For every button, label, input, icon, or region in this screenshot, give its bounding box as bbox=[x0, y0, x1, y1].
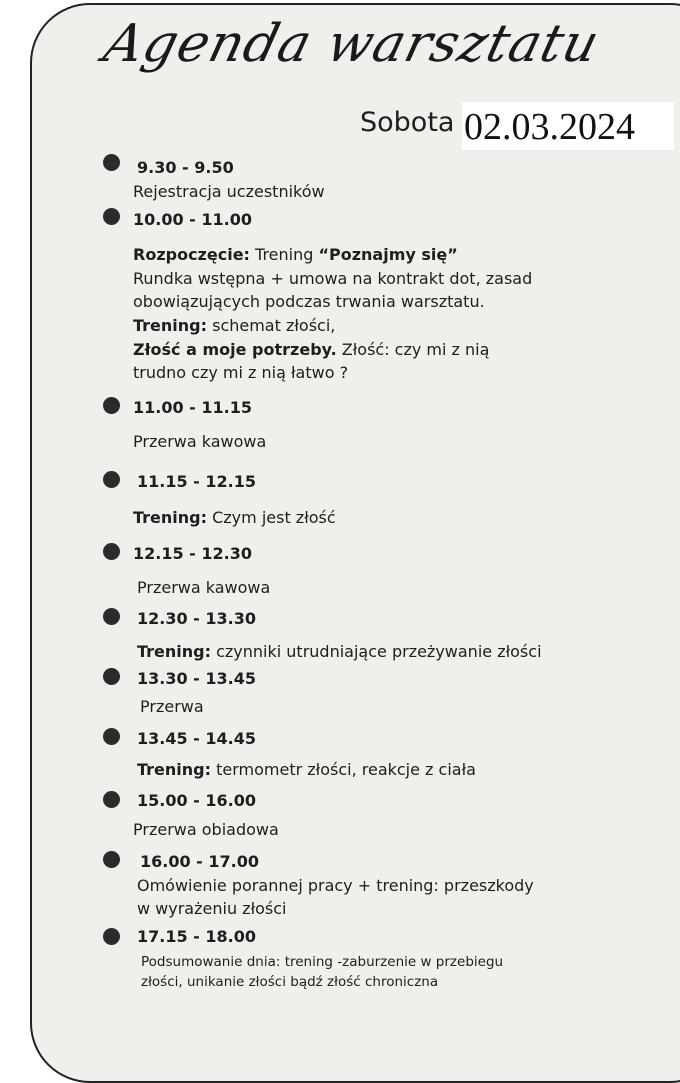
item-description: obowiązujących podczas trwania warsztatu. bbox=[133, 292, 485, 311]
bullet-icon bbox=[103, 851, 120, 868]
item-description: Przerwa bbox=[140, 697, 204, 716]
bullet-icon bbox=[103, 668, 120, 685]
time-slot: 16.00 - 17.00 bbox=[140, 852, 259, 871]
item-text: czynniki utrudniające przeżywanie złości bbox=[211, 642, 542, 661]
agenda-title: Agenda warsztatu bbox=[98, 14, 606, 74]
item-description: złości, unikanie złości bądź złość chroniczna bbox=[141, 974, 439, 990]
time-slot: 13.30 - 13.45 bbox=[137, 669, 256, 688]
bullet-icon bbox=[103, 728, 120, 745]
bullet-icon bbox=[103, 791, 120, 808]
item-description: Omówienie porannej pracy + trening: przeszkody bbox=[137, 876, 534, 895]
item-description bbox=[133, 315, 335, 337]
item-text: Czym jest złość bbox=[207, 508, 336, 527]
item-quote: “Poznajmy się” bbox=[318, 245, 458, 264]
item-description: Przerwa obiadowa bbox=[133, 820, 279, 839]
time-slot: 11.15 - 12.15 bbox=[137, 472, 256, 491]
item-label: Trening: bbox=[137, 642, 212, 661]
date-label: 02.03.2024 bbox=[464, 106, 635, 148]
day-label: Sobota bbox=[360, 107, 455, 138]
time-slot: 12.30 - 13.30 bbox=[137, 609, 256, 628]
item-description bbox=[133, 339, 489, 361]
item-description: Rejestracja uczestników bbox=[133, 182, 325, 201]
bullet-icon bbox=[103, 397, 120, 414]
item-text: schemat złości, bbox=[207, 316, 336, 335]
item-description bbox=[133, 244, 458, 266]
bullet-icon bbox=[103, 208, 120, 225]
item-description: Przerwa kawowa bbox=[133, 432, 267, 451]
time-slot: 11.00 - 11.15 bbox=[133, 398, 252, 417]
item-label: Trening: bbox=[137, 760, 212, 779]
time-slot: 12.15 - 12.30 bbox=[133, 544, 252, 563]
item-description bbox=[137, 641, 542, 663]
item-description: Podsumowanie dnia: trening -zaburzenie w przebiegu bbox=[141, 954, 504, 970]
item-text: Złość: czy mi z nią bbox=[336, 340, 490, 359]
item-label: Złość a moje potrzeby. bbox=[133, 340, 337, 359]
time-slot: 15.00 - 16.00 bbox=[137, 791, 256, 810]
time-slot: 17.15 - 18.00 bbox=[137, 927, 256, 946]
item-description: Przerwa kawowa bbox=[137, 578, 271, 597]
bullet-icon bbox=[103, 928, 120, 945]
item-description: trudno czy mi z nią łatwo ? bbox=[133, 363, 349, 382]
time-slot: 9.30 - 9.50 bbox=[137, 158, 234, 177]
item-text: termometr złości, reakcje z ciała bbox=[211, 760, 476, 779]
bullet-icon bbox=[103, 608, 120, 625]
item-label: Rozpoczęcie: bbox=[133, 245, 250, 264]
time-slot: 10.00 - 11.00 bbox=[133, 210, 252, 229]
agenda-card bbox=[30, 3, 680, 1083]
bullet-icon bbox=[103, 154, 120, 171]
item-description bbox=[133, 507, 336, 529]
item-description bbox=[137, 759, 476, 781]
item-label: Trening: bbox=[133, 316, 208, 335]
bullet-icon bbox=[103, 471, 120, 488]
item-description: Rundka wstępna + umowa na kontrakt dot, zasad bbox=[133, 269, 533, 288]
bullet-icon bbox=[103, 543, 120, 560]
item-label: Trening: bbox=[133, 508, 208, 527]
item-text: Trening bbox=[249, 245, 319, 264]
time-slot: 13.45 - 14.45 bbox=[137, 729, 256, 748]
item-description: w wyrażeniu złości bbox=[137, 899, 287, 918]
